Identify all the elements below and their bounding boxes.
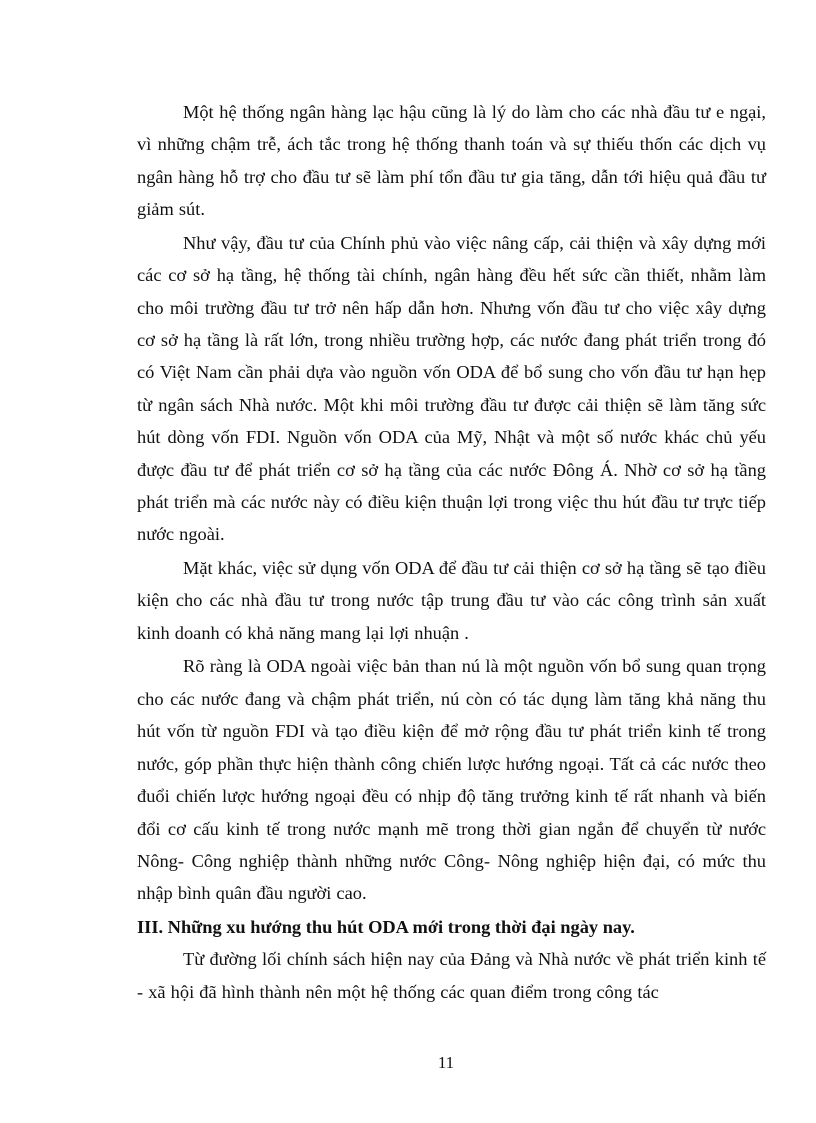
page-body (137, 96, 766, 1009)
paragraph-government-investment: Như vậy, đầu tư của Chính phủ vào việc nâng cấp, cải thiện và xây dựng mới các cơ sở hạ tầng, hệ thống tài chính, ngân hàng đều hết sức cần thiết, nhằm làm cho môi trường đầu tư trở nên hấp dẫn hơn. Nhưng vốn đầu tư cho việc xây dựng cơ sở hạ tầng là rất lớn, trong nhiều trường hợp, các nước đang phát triển trong đó có Việt Nam cần phải dựa vào nguồn vốn ODA để bổ sung cho vốn đầu tư hạn hẹp từ ngân sách Nhà nước. Một khi môi trường đầu tư được cải thiện sẽ làm tăng sức hút dòng vốn FDI. Nguồn vốn ODA của Mỹ, Nhật và một số nước khác chủ yếu được đầu tư để phát triển cơ sở hạ tầng của các nước Đông Á. Nhờ cơ sở hạ tầng phát triển mà các nước này có điều kiện thuận lợi trong việc thu hút đầu tư trực tiếp nước ngoài. (137, 232, 766, 545)
paragraph-policy: Từ đường lối chính sách hiện nay của Đảng và Nhà nước về phát triển kinh tế - xã hội đã hình thành nên một hệ thống các quan điểm trong công tác (137, 949, 766, 1002)
paragraph-oda-infrastructure: Mặt khác, việc sử dụng vốn ODA để đầu tư cải thiện cơ sở hạ tầng sẽ tạo điều kiện cho các nhà đầu tư trong nước tập trung đầu tư vào các công trình sản xuất kinh doanh có khả năng mang lại lợi nhuận . (137, 558, 766, 643)
paragraph-banking-system: Một hệ thống ngân hàng lạc hậu cũng là lý do làm cho các nhà đầu tư e ngại, vì những chậm trễ, ách tắc trong hệ thống thanh toán và sự thiếu thốn các dịch vụ ngân hàng hỗ trợ cho đầu tư sẽ làm phí tổn đầu tư gia tăng, dẫn tới hiệu quả đầu tư giảm sút. (137, 102, 766, 220)
page-number: 11 (437, 1053, 455, 1072)
paragraph-oda-role: Rõ ràng là ODA ngoài việc bản than nú là một nguồn vốn bổ sung quan trọng cho các nước đang và chậm phát triển, nú còn có tác dụng làm tăng khả năng thu hút vốn từ nguồn FDI và tạo điều kiện để mở rộng đầu tư phát triển kinh tế trong nước, góp phần thực hiện thành công chiến lược hướng ngoại. Tất cả các nước theo đuổi chiến lược hướng ngoại đều có nhịp độ tăng trưởng kinh tế rất nhanh và biến đổi cơ cấu kinh tế trong nước mạnh mẽ trong thời gian ngắn để chuyển từ nước Nông- Công nghiệp thành những nước Công- Nông nghiệp hiện đại, có mức thu nhập bình quân đầu người cao. (137, 656, 766, 904)
section-heading: III. Những xu hướng thu hút ODA mới trong thời đại ngày nay. (137, 916, 635, 937)
